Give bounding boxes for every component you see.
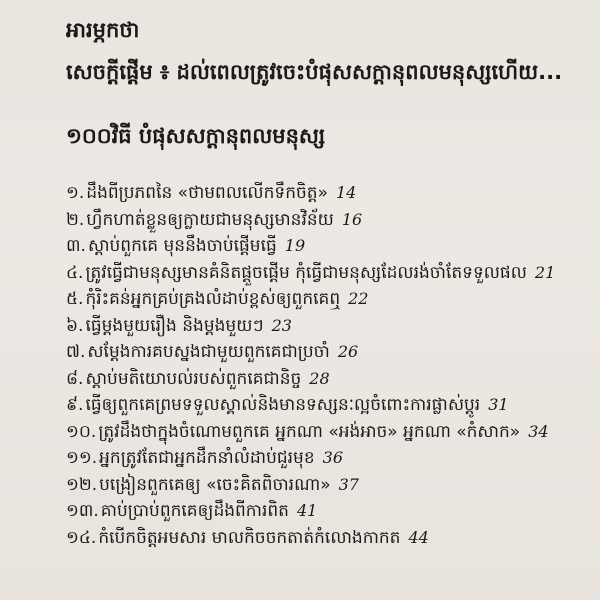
- toc-entry-number: ១២.: [66, 474, 98, 495]
- preface-heading: អារម្ភកថា: [66, 18, 140, 42]
- toc-entry: [66, 207, 555, 234]
- toc-entry-page: 36: [322, 448, 343, 467]
- toc-entry-title: ស្តាប់មតិយោបល់របស់ពួកគេជានិច្ច: [85, 368, 302, 389]
- table-of-contents: [66, 180, 555, 551]
- toc-entry-title: បង្រៀនពួកគេឲ្យ «ចេះគិតពិចារណា»: [99, 474, 331, 495]
- toc-entry-title: ហ្វឹកហាត់ខ្លួនឲ្យក្លាយជាមនុស្សមានវិន័យ: [86, 209, 334, 230]
- toc-entry-title: ស្តាប់ពួកគេ មុននឹងចាប់ផ្តើមធ្វើ: [87, 236, 277, 256]
- toc-entry: [66, 313, 555, 340]
- toc-entry-number: ២.: [66, 209, 85, 230]
- toc-entry-page: 23: [271, 315, 292, 335]
- toc-entry-page: 34: [528, 421, 549, 441]
- toc-entry-title: ត្រូវធ្វើជាមនុស្សមានគំនិតផ្តួចផ្តើម កុំធ្វើជាមនុស្សដែលរង់ចាំតែទទួលផល: [85, 262, 527, 283]
- toc-entry-page: 14: [335, 183, 357, 202]
- toc-entry-number: ៦.: [66, 315, 84, 336]
- toc-entry-number: ៧.: [66, 342, 86, 362]
- toc-entry: [66, 260, 555, 287]
- toc-entry-page: 41: [296, 501, 318, 520]
- toc-entry-number: ៥.: [66, 289, 84, 309]
- toc-entry: [66, 498, 555, 525]
- toc-entry: [66, 525, 555, 552]
- toc-entry-page: 31: [488, 395, 509, 414]
- toc-entry-number: ១០.: [66, 421, 97, 442]
- toc-entry-number: ១១.: [66, 448, 98, 468]
- toc-entry-title: ដឹងពីប្រភពនៃ «ថាមពលលើកទឹកចិត្ត»: [86, 183, 328, 203]
- toc-entry: [66, 472, 555, 499]
- toc-entry-title: ត្រូវដឹងថាក្នុងចំណោមពួកគេ អ្នកណា «អង់អាច» អ្នកណា «កំសាក»: [98, 421, 521, 442]
- toc-entry-page: 26: [337, 342, 359, 361]
- toc-entry: [66, 286, 555, 313]
- toc-entry-number: ១៣.: [66, 501, 99, 521]
- toc-entry-title: សម្តែងការគបស្នងជាមួយពួកគេជាប្រចាំ: [87, 342, 330, 362]
- toc-entry: [66, 339, 555, 366]
- toc-entry: [66, 419, 555, 446]
- section-title: ១០០វិធី បំផុសសក្តានុពលមនុស្ស: [66, 124, 326, 148]
- introduction-heading: សេចក្តីផ្តើម ៖ ដល់ពេលត្រូវចេះបំផុសសក្តានុពលមនុស្សហើយ...: [66, 60, 563, 84]
- toc-entry: [66, 180, 555, 207]
- toc-entry-page: 28: [309, 368, 330, 388]
- toc-entry-number: ៤.: [66, 262, 84, 283]
- toc-entry-title: ធ្វើម្តងមួយរឿង និងម្តងមួយៗ: [85, 315, 264, 336]
- toc-entry-title: គាប់ប្រាប់ពួកគេឲ្យដឹងពីការពិត: [100, 501, 289, 521]
- toc-entry-page: 19: [284, 236, 306, 255]
- toc-entry-page: 37: [338, 474, 359, 494]
- toc-entry-title: ធ្វើឲ្យពួកគេព្រមទទួលស្គាល់និងមានទស្សនៈល្អចំពោះការផ្លាស់ប្តូរ: [85, 395, 481, 415]
- toc-entry-number: ៩.: [66, 395, 84, 415]
- toc-entry-number: ១៤.: [66, 527, 97, 548]
- toc-entry-number: ៣.: [66, 236, 86, 256]
- toc-entry: [66, 445, 555, 472]
- toc-entry-title: កំបើកចិត្តអមសារ មាលកិចចកតាត់កំលោងកាកត: [98, 527, 401, 548]
- toc-entry: [66, 366, 555, 393]
- toc-entry-page: 44: [408, 527, 429, 547]
- toc-entry-number: ១.: [66, 183, 85, 203]
- toc-entry-number: ៨.: [66, 368, 84, 389]
- toc-entry-page: 21: [534, 262, 556, 282]
- toc-entry-title: អ្នកត្រូវតែជាអ្នកដឹកនាំលំដាប់ជួរមុខ: [99, 448, 315, 468]
- toc-entry: [66, 233, 555, 260]
- toc-entry-page: 16: [341, 209, 363, 229]
- toc-entry-page: 22: [348, 289, 369, 308]
- toc-entry-title: កុំរិះគន់អ្នកគ្រប់គ្រងលំដាប់ខ្ពស់ឲ្យពួកគេឮ: [85, 289, 341, 309]
- toc-entry: [66, 392, 555, 419]
